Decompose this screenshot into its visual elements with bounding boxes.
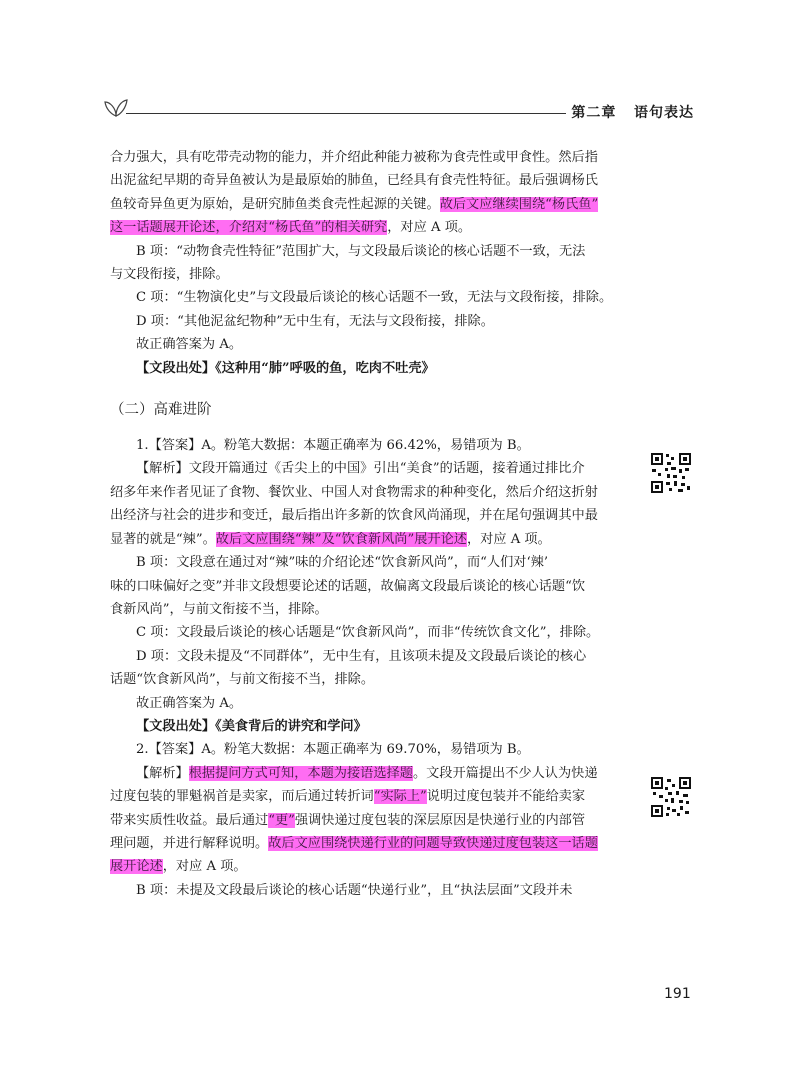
highlight: “更” <box>268 812 295 828</box>
text-line: B 项：文段意在通过对“辣”味的介绍论述“饮食新风尚”，而“人们对‘辣’ <box>136 555 549 571</box>
highlight: 根据提问方式可知，本题为接语选择题 <box>188 765 413 781</box>
text-line: 味的口味偏好之变”并非文段想要论述的话题，故偏离文段最后谈论的核心话题“饮 <box>110 578 586 594</box>
source-line: 【文段出处】《这种用“肺”呼吸的鱼，吃肉不吐壳》 <box>136 360 435 376</box>
text-line: B 项：“动物食壳性特征”范围扩大，与文段最后谈论的核心话题不一致，无法 <box>136 243 586 259</box>
text-line: 绍多年来作者见证了食物、餐饮业、中国人对食物需求的种种变化，然后介绍这折射 <box>110 484 598 500</box>
text-line: 带来实质性收益。最后通过“更”强调快递过度包装的深层原因是快递行业的内部管 <box>110 812 586 828</box>
section-title: （二）高难进阶 <box>110 402 212 419</box>
text-line: 话题“饮食新风尚”，与前文衔接不当，排除。 <box>110 672 375 688</box>
source-line: 【文段出处】《美食背后的讲究和学问》 <box>136 718 367 734</box>
text-line: 故正确答案为 A。 <box>136 695 243 711</box>
text-line: 故正确答案为 A。 <box>136 337 243 353</box>
highlight: 故后文应围绕“辣”及“饮食新风尚”展开论述 <box>215 531 467 547</box>
page-content <box>110 146 632 902</box>
answer-line: 2.【答案】A。粉笔大数据：本题正确率为 69.70%，易错项为 B。 <box>136 742 530 758</box>
text-line: 这一话题展开论述，介绍对“杨氏鱼”的相关研究，对应 A 项。 <box>110 220 472 236</box>
header-rule <box>126 113 566 114</box>
qr-code[interactable] <box>650 452 692 494</box>
text-line: D 项：文段未提及“不同群体”，无中生有，且该项未提及文段最后谈论的核心 <box>136 648 587 664</box>
text-line: 显著的就是“辣”。故后文应围绕“辣”及“饮食新风尚”展开论述，对应 A 项。 <box>110 531 551 547</box>
text-line: 【解析】根据提问方式可知，本题为接语选择题。文段开篇提出不少人认为快递 <box>136 765 598 781</box>
page-number: 191 <box>664 986 691 1002</box>
text-line: 出经济与社会的进步和变迁，最后指出许多新的饮食风尚涌现，并在尾句强调其中最 <box>110 508 598 524</box>
text-line: 鱼较奇异鱼更为原始，是研究肺鱼类食壳性起源的关键。故后文应继续围绕“杨氏鱼” <box>110 196 599 212</box>
page-header <box>104 96 694 126</box>
qr-code[interactable] <box>650 776 692 818</box>
text-line: 食新风尚”，与前文衔接不当，排除。 <box>110 601 328 617</box>
text-line: 过度包装的罪魁祸首是卖家，而后通过转折词“实际上”说明过度包装并不能给卖家 <box>110 789 586 805</box>
text-line: C 项：“生物演化史”与文段最后谈论的核心话题不一致，无法与文段衔接，排除。 <box>136 290 613 306</box>
text-line: 出泥盆纪早期的奇异鱼被认为是最原始的肺鱼，已经具有食壳性特征。最后强调杨氏 <box>110 173 598 189</box>
highlight: 展开论述 <box>110 859 163 875</box>
leaf-icon <box>104 96 128 118</box>
chapter-title: 第二章 语句表达 <box>571 105 694 121</box>
highlight: “实际上” <box>373 789 427 805</box>
text-line: D 项：“其他泥盆纪物种”无中生有，无法与文段衔接，排除。 <box>136 313 494 329</box>
highlight: 故后文应围绕快递行业的问题导致快递过度包装这一话题 <box>268 835 598 851</box>
text-line: B 项：未提及文段最后谈论的核心话题“快递行业”，且“执法层面”文段并未 <box>136 882 573 898</box>
highlight: 故后文应继续围绕“杨氏鱼” <box>439 196 599 212</box>
text-line: C 项：文段最后谈论的核心话题是“饮食新风尚”，而非“传统饮食文化”，排除。 <box>136 625 600 641</box>
text-line: 【解析】文段开篇通过《舌尖上的中国》引出“美食”的话题，接着通过排比介 <box>136 461 585 477</box>
highlight: 这一话题展开论述，介绍对“杨氏鱼”的相关研究 <box>110 220 388 236</box>
text-line: 合力强大，具有吃带壳动物的能力，并介绍此种能力被称为食壳性或甲食性。然后指 <box>110 150 598 165</box>
answer-line: 1.【答案】A。粉笔大数据：本题正确率为 66.42%，易错项为 B。 <box>136 438 530 454</box>
text-line: 理问题，并进行解释说明。故后文应围绕快递行业的问题导致快递过度包装这一话题 <box>110 835 598 851</box>
text-line: 与文段衔接，排除。 <box>110 267 229 283</box>
text-line: 展开论述，对应 A 项。 <box>110 859 247 875</box>
